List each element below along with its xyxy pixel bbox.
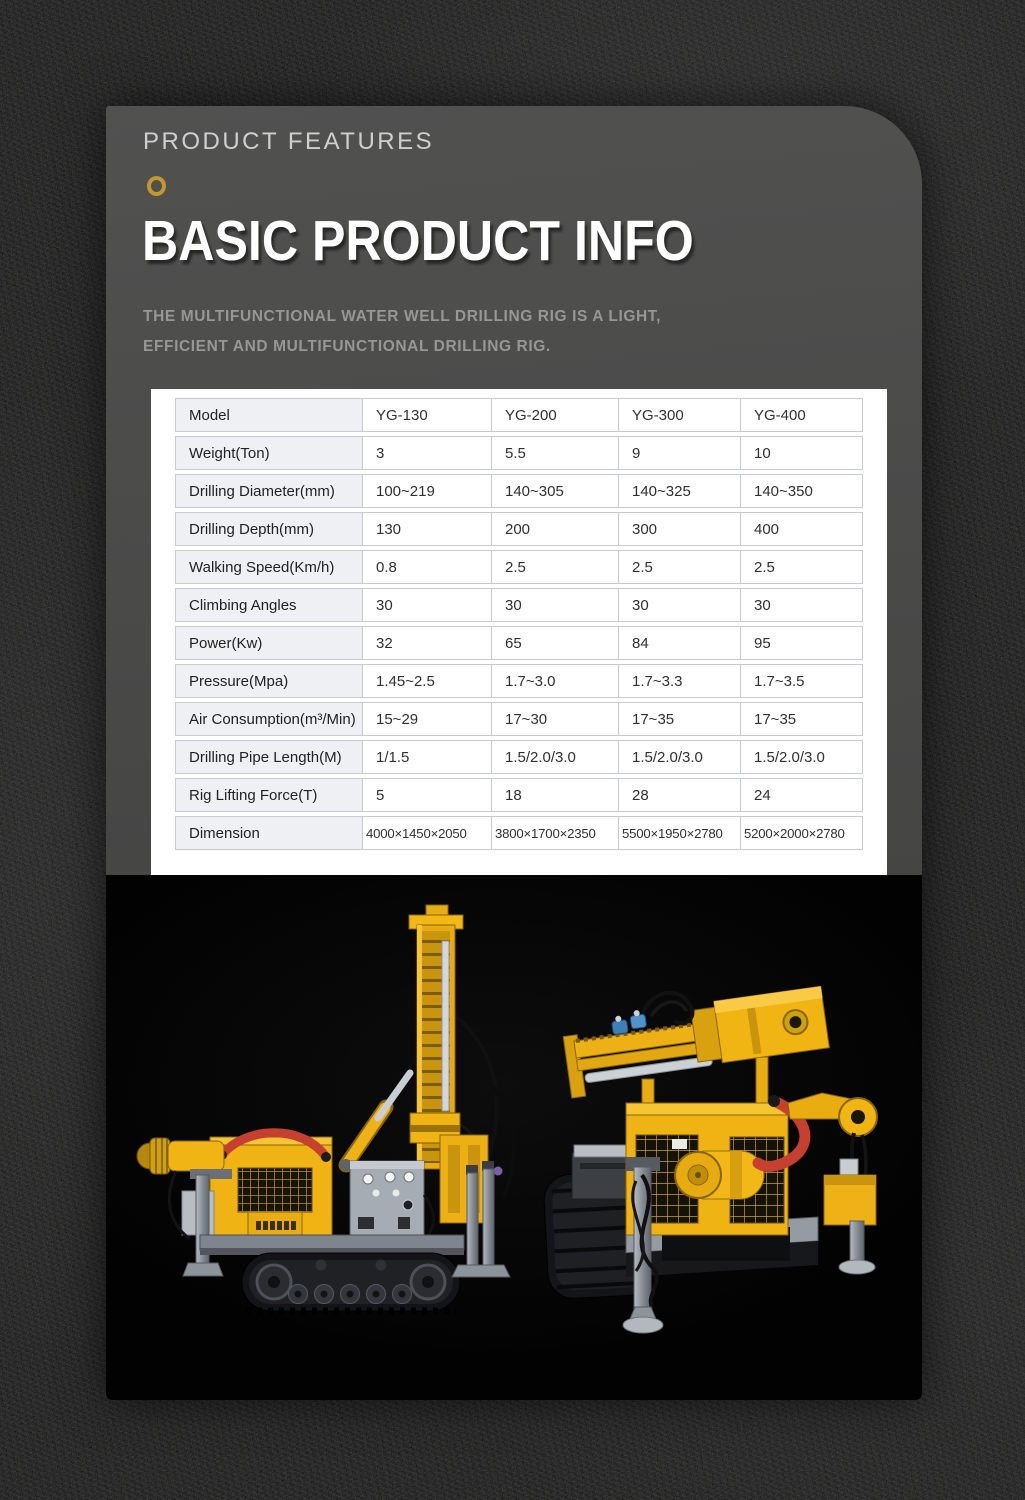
spec-value: 2.5 bbox=[619, 550, 741, 584]
table-row bbox=[175, 474, 863, 508]
spec-value: 300 bbox=[619, 512, 741, 546]
spec-label: Power(Kw) bbox=[175, 626, 363, 660]
spec-card bbox=[151, 389, 887, 876]
spec-value: 17~35 bbox=[741, 702, 863, 736]
spec-value: 100~219 bbox=[363, 474, 492, 508]
spec-value: 9 bbox=[619, 436, 741, 470]
accent-ring-icon bbox=[147, 176, 166, 196]
table-row bbox=[175, 512, 863, 546]
table-row bbox=[175, 398, 863, 432]
spec-value: 2.5 bbox=[492, 550, 619, 584]
rig-illustrations bbox=[106, 875, 922, 1400]
spec-value: YG-200 bbox=[492, 398, 619, 432]
spec-value: YG-400 bbox=[741, 398, 863, 432]
spec-value: 0.8 bbox=[363, 550, 492, 584]
spec-label: Climbing Angles bbox=[175, 588, 363, 622]
spec-value: 1.45~2.5 bbox=[363, 664, 492, 698]
spec-value: 1.5/2.0/3.0 bbox=[492, 740, 619, 774]
spec-value: 1.7~3.0 bbox=[492, 664, 619, 698]
spec-label: Drilling Depth(mm) bbox=[175, 512, 363, 546]
spec-label: Pressure(Mpa) bbox=[175, 664, 363, 698]
spec-value: 32 bbox=[363, 626, 492, 660]
spec-value: 140~325 bbox=[619, 474, 741, 508]
spec-value: 30 bbox=[619, 588, 741, 622]
spec-value: 30 bbox=[363, 588, 492, 622]
table-row bbox=[175, 588, 863, 622]
spec-value: 1.5/2.0/3.0 bbox=[619, 740, 741, 774]
spec-value: 140~350 bbox=[741, 474, 863, 508]
spec-value: 1/1.5 bbox=[363, 740, 492, 774]
spec-label: Walking Speed(Km/h) bbox=[175, 550, 363, 584]
spec-value: 400 bbox=[741, 512, 863, 546]
product-photo-strip bbox=[106, 875, 922, 1400]
spec-value: 3 bbox=[363, 436, 492, 470]
right-rig-photo bbox=[543, 972, 877, 1333]
spec-label: Model bbox=[175, 398, 363, 432]
spec-value: 10 bbox=[741, 436, 863, 470]
spec-value: 30 bbox=[741, 588, 863, 622]
spec-value: 84 bbox=[619, 626, 741, 660]
spec-value: 5.5 bbox=[492, 436, 619, 470]
table-row bbox=[175, 664, 863, 698]
spec-label: Dimension bbox=[175, 816, 363, 850]
page-title: BASIC PRODUCT INFO bbox=[142, 209, 694, 273]
spec-table bbox=[175, 394, 863, 854]
spec-value: 18 bbox=[492, 778, 619, 812]
spec-label: Air Consumption(m³/Min) bbox=[175, 702, 363, 736]
spec-value: 28 bbox=[619, 778, 741, 812]
content-panel bbox=[106, 106, 922, 1400]
spec-value: 30 bbox=[492, 588, 619, 622]
spec-label: Drilling Pipe Length(M) bbox=[175, 740, 363, 774]
table-row bbox=[175, 626, 863, 660]
spec-value: 140~305 bbox=[492, 474, 619, 508]
description-line-1: THE MULTIFUNCTIONAL WATER WELL DRILLING RIG IS A LIGHT, bbox=[143, 308, 662, 325]
spec-value: YG-130 bbox=[363, 398, 492, 432]
spec-value: 3800×1700×2350 bbox=[492, 816, 619, 850]
spec-value: 17~35 bbox=[619, 702, 741, 736]
spec-label: Weight(Ton) bbox=[175, 436, 363, 470]
description-line-2: EFFICIENT AND MULTIFUNCTIONAL DRILLING RIG. bbox=[143, 338, 551, 355]
product-description bbox=[143, 302, 661, 362]
table-row bbox=[175, 816, 863, 850]
table-row bbox=[175, 778, 863, 812]
left-rig-photo bbox=[137, 905, 514, 1311]
table-row bbox=[175, 550, 863, 584]
spec-value: 24 bbox=[741, 778, 863, 812]
spec-value: 1.5/2.0/3.0 bbox=[741, 740, 863, 774]
spec-value: 2.5 bbox=[741, 550, 863, 584]
spec-label: Rig Lifting Force(T) bbox=[175, 778, 363, 812]
table-row bbox=[175, 436, 863, 470]
spec-value: 200 bbox=[492, 512, 619, 546]
spec-value: 1.7~3.3 bbox=[619, 664, 741, 698]
spec-value: 15~29 bbox=[363, 702, 492, 736]
spec-value: 17~30 bbox=[492, 702, 619, 736]
section-eyebrow: PRODUCT FEATURES bbox=[143, 128, 435, 155]
table-row bbox=[175, 702, 863, 736]
spec-value: 5500×1950×2780 bbox=[619, 816, 741, 850]
table-row bbox=[175, 740, 863, 774]
spec-value: 4000×1450×2050 bbox=[363, 816, 492, 850]
spec-value: 1.7~3.5 bbox=[741, 664, 863, 698]
spec-value: 5 bbox=[363, 778, 492, 812]
spec-value: 130 bbox=[363, 512, 492, 546]
spec-value: 65 bbox=[492, 626, 619, 660]
spec-value: 5200×2000×2780 bbox=[741, 816, 863, 850]
spec-value: 95 bbox=[741, 626, 863, 660]
spec-value: YG-300 bbox=[619, 398, 741, 432]
spec-label: Drilling Diameter(mm) bbox=[175, 474, 363, 508]
